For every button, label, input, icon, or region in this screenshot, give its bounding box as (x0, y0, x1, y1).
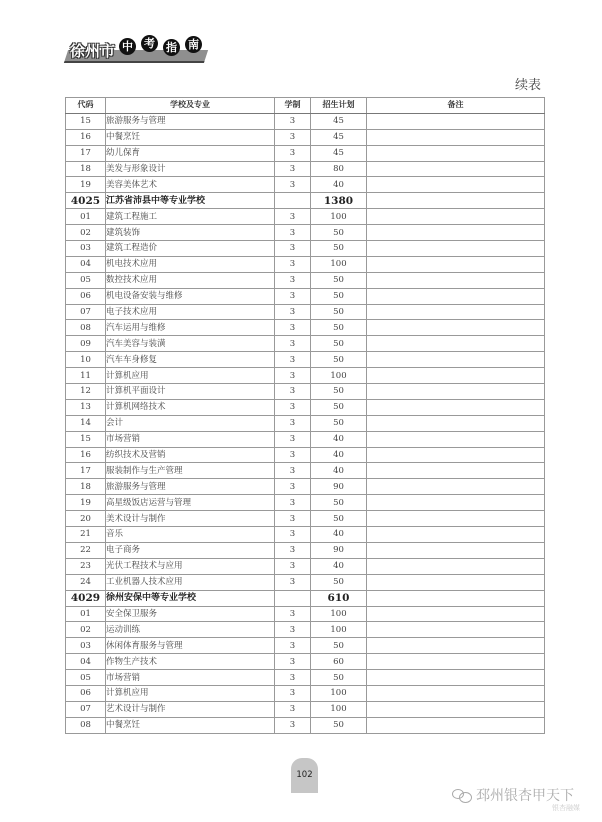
table-row (66, 701, 545, 717)
row-plan: 45 (311, 145, 367, 161)
row-code: 23 (66, 558, 106, 574)
row-note (367, 670, 545, 686)
row-note (367, 288, 545, 304)
row-code: 16 (66, 447, 106, 463)
row-name: 市场营销 (106, 670, 275, 686)
row-duration (275, 590, 311, 606)
row-plan: 90 (311, 542, 367, 558)
row-duration: 3 (275, 527, 311, 543)
row-note (367, 368, 545, 384)
row-note (367, 431, 545, 447)
table-row (66, 225, 545, 241)
table-row (66, 574, 545, 590)
row-note (367, 320, 545, 336)
table-row (66, 638, 545, 654)
guide-title-banner (64, 38, 206, 64)
row-plan: 40 (311, 431, 367, 447)
row-duration: 3 (275, 352, 311, 368)
row-code: 03 (66, 241, 106, 257)
row-note (367, 352, 545, 368)
row-code: 16 (66, 129, 106, 145)
row-duration: 3 (275, 368, 311, 384)
row-name: 服装制作与生产管理 (106, 463, 275, 479)
table-row (66, 288, 545, 304)
row-code: 04 (66, 654, 106, 670)
row-duration: 3 (275, 622, 311, 638)
row-name: 汽车美容与装潢 (106, 336, 275, 352)
row-duration: 3 (275, 225, 311, 241)
row-duration: 3 (275, 447, 311, 463)
row-plan: 45 (311, 129, 367, 145)
table-row (66, 415, 545, 431)
row-code: 07 (66, 304, 106, 320)
row-duration: 3 (275, 415, 311, 431)
row-name: 计算机网络技术 (106, 399, 275, 415)
row-name: 市场营销 (106, 431, 275, 447)
row-duration: 3 (275, 320, 311, 336)
wechat-icon (452, 788, 472, 802)
row-code: 18 (66, 479, 106, 495)
row-code: 15 (66, 431, 106, 447)
row-code: 19 (66, 177, 106, 193)
row-note (367, 717, 545, 733)
row-plan: 50 (311, 352, 367, 368)
row-note (367, 685, 545, 701)
row-name: 中餐烹饪 (106, 129, 275, 145)
row-name: 计算机平面设计 (106, 384, 275, 400)
row-plan: 40 (311, 447, 367, 463)
row-note (367, 304, 545, 320)
row-note (367, 272, 545, 288)
row-code: 01 (66, 209, 106, 225)
row-plan: 100 (311, 368, 367, 384)
watermark-subtext: 银杏融媒 (552, 804, 580, 812)
row-code: 06 (66, 685, 106, 701)
row-plan: 45 (311, 113, 367, 129)
row-name: 数控技术应用 (106, 272, 275, 288)
row-code: 09 (66, 336, 106, 352)
table-row (66, 352, 545, 368)
row-name: 建筑工程施工 (106, 209, 275, 225)
row-name: 高星级饭店运营与管理 (106, 495, 275, 511)
row-name: 中餐烹饪 (106, 717, 275, 733)
row-duration: 3 (275, 542, 311, 558)
row-note (367, 241, 545, 257)
page-number: 102 (291, 758, 318, 793)
banner-char: 指 (163, 39, 180, 56)
row-duration: 3 (275, 384, 311, 400)
row-note (367, 463, 545, 479)
row-note (367, 606, 545, 622)
row-plan: 50 (311, 304, 367, 320)
row-note (367, 129, 545, 145)
table-row (66, 431, 545, 447)
row-plan: 50 (311, 384, 367, 400)
row-duration: 3 (275, 685, 311, 701)
row-plan: 100 (311, 606, 367, 622)
row-plan: 100 (311, 622, 367, 638)
table-body (66, 113, 545, 733)
row-note (367, 225, 545, 241)
row-code: 05 (66, 670, 106, 686)
column-header-code: 代码 (66, 98, 106, 114)
row-duration: 3 (275, 209, 311, 225)
row-plan: 50 (311, 288, 367, 304)
row-duration: 3 (275, 129, 311, 145)
column-header-duration: 学制 (275, 98, 311, 114)
row-plan: 100 (311, 685, 367, 701)
table-row (66, 241, 545, 257)
table-row (66, 256, 545, 272)
row-plan: 50 (311, 225, 367, 241)
row-code: 21 (66, 527, 106, 543)
row-name: 美容美体艺术 (106, 177, 275, 193)
row-duration: 3 (275, 256, 311, 272)
row-name: 建筑工程造价 (106, 241, 275, 257)
banner-char: 中 (119, 38, 136, 55)
row-duration: 3 (275, 574, 311, 590)
table-row (66, 527, 545, 543)
row-note (367, 590, 545, 606)
row-plan: 100 (311, 256, 367, 272)
table-row (66, 304, 545, 320)
row-duration: 3 (275, 701, 311, 717)
row-plan: 610 (311, 590, 367, 606)
row-name: 汽车车身修复 (106, 352, 275, 368)
row-name: 美发与形象设计 (106, 161, 275, 177)
row-plan: 40 (311, 463, 367, 479)
table-row (66, 209, 545, 225)
row-plan: 50 (311, 495, 367, 511)
banner-char: 南 (185, 36, 202, 53)
row-note (367, 558, 545, 574)
row-plan: 50 (311, 399, 367, 415)
row-plan: 50 (311, 241, 367, 257)
row-code: 08 (66, 320, 106, 336)
row-code: 17 (66, 463, 106, 479)
row-duration: 3 (275, 241, 311, 257)
row-note (367, 542, 545, 558)
table-row (66, 558, 545, 574)
row-note (367, 336, 545, 352)
banner-char: 考 (141, 35, 158, 52)
table-row (66, 320, 545, 336)
row-duration: 3 (275, 558, 311, 574)
row-note (367, 384, 545, 400)
row-name: 江苏省沛县中等专业学校 (106, 193, 275, 209)
table-row (66, 495, 545, 511)
row-code: 19 (66, 495, 106, 511)
row-name: 汽车运用与维修 (106, 320, 275, 336)
row-duration: 3 (275, 463, 311, 479)
row-plan: 50 (311, 717, 367, 733)
row-duration: 3 (275, 304, 311, 320)
row-code: 07 (66, 701, 106, 717)
table-row (66, 606, 545, 622)
row-code: 15 (66, 113, 106, 129)
row-note (367, 654, 545, 670)
table-row (66, 463, 545, 479)
row-code: 22 (66, 542, 106, 558)
row-code: 4025 (66, 193, 106, 209)
row-name: 计算机应用 (106, 685, 275, 701)
table-row (66, 129, 545, 145)
row-note (367, 209, 545, 225)
row-duration: 3 (275, 717, 311, 733)
table-header-row (66, 98, 545, 114)
watermark (452, 785, 574, 805)
row-code: 05 (66, 272, 106, 288)
row-plan: 40 (311, 177, 367, 193)
row-note (367, 399, 545, 415)
row-note (367, 193, 545, 209)
row-name: 旅游服务与管理 (106, 113, 275, 129)
table-row (66, 479, 545, 495)
row-duration: 3 (275, 511, 311, 527)
table-row (66, 670, 545, 686)
table-row (66, 145, 545, 161)
row-note (367, 701, 545, 717)
table-row (66, 368, 545, 384)
row-plan: 80 (311, 161, 367, 177)
row-duration: 3 (275, 654, 311, 670)
row-name: 运动训练 (106, 622, 275, 638)
table-row (66, 161, 545, 177)
row-duration: 3 (275, 638, 311, 654)
table-row (66, 113, 545, 129)
row-plan: 40 (311, 527, 367, 543)
table-row (66, 654, 545, 670)
row-code: 01 (66, 606, 106, 622)
row-name: 建筑装饰 (106, 225, 275, 241)
row-code: 10 (66, 352, 106, 368)
continued-table-label: 续表 (514, 78, 541, 93)
row-note (367, 447, 545, 463)
row-plan: 50 (311, 320, 367, 336)
row-code: 17 (66, 145, 106, 161)
row-note (367, 511, 545, 527)
row-name: 音乐 (106, 527, 275, 543)
row-plan: 50 (311, 638, 367, 654)
row-name: 机电设备安装与维修 (106, 288, 275, 304)
row-duration: 3 (275, 606, 311, 622)
row-name: 旅游服务与管理 (106, 479, 275, 495)
row-name: 幼儿保育 (106, 145, 275, 161)
row-code: 18 (66, 161, 106, 177)
row-name: 艺术设计与制作 (106, 701, 275, 717)
table-row (66, 622, 545, 638)
row-duration: 3 (275, 495, 311, 511)
row-name: 电子技术应用 (106, 304, 275, 320)
row-code: 03 (66, 638, 106, 654)
table-row (66, 447, 545, 463)
row-note (367, 256, 545, 272)
row-name: 徐州安保中等专业学校 (106, 590, 275, 606)
table-row (66, 177, 545, 193)
row-plan: 90 (311, 479, 367, 495)
row-note (367, 495, 545, 511)
row-duration: 3 (275, 431, 311, 447)
column-header-school-major: 学校及专业 (106, 98, 275, 114)
watermark-text: 邳州银杏甲天下 (476, 788, 574, 804)
row-name: 电子商务 (106, 542, 275, 558)
row-code: 02 (66, 225, 106, 241)
banner-city: 徐州市 (70, 42, 116, 60)
table-row (66, 272, 545, 288)
row-plan: 50 (311, 511, 367, 527)
row-name: 纺织技术及营销 (106, 447, 275, 463)
row-duration (275, 193, 311, 209)
row-duration: 3 (275, 113, 311, 129)
row-name: 休闲体育服务与管理 (106, 638, 275, 654)
row-name: 计算机应用 (106, 368, 275, 384)
row-code: 11 (66, 368, 106, 384)
row-plan: 1380 (311, 193, 367, 209)
row-note (367, 479, 545, 495)
row-name: 会计 (106, 415, 275, 431)
row-code: 20 (66, 511, 106, 527)
row-note (367, 415, 545, 431)
row-plan: 100 (311, 701, 367, 717)
row-code: 04 (66, 256, 106, 272)
row-duration: 3 (275, 145, 311, 161)
row-duration: 3 (275, 161, 311, 177)
table-row (66, 336, 545, 352)
school-row (66, 193, 545, 209)
table-row (66, 542, 545, 558)
table-row (66, 717, 545, 733)
row-code: 08 (66, 717, 106, 733)
row-name: 光伏工程技术与应用 (106, 558, 275, 574)
row-name: 工业机器人技术应用 (106, 574, 275, 590)
row-name: 美术设计与制作 (106, 511, 275, 527)
row-code: 12 (66, 384, 106, 400)
row-note (367, 161, 545, 177)
row-plan: 50 (311, 336, 367, 352)
row-duration: 3 (275, 479, 311, 495)
row-name: 机电技术应用 (106, 256, 275, 272)
row-plan: 50 (311, 670, 367, 686)
row-code: 06 (66, 288, 106, 304)
table-row (66, 399, 545, 415)
row-duration: 3 (275, 288, 311, 304)
column-header-enrollment-plan: 招生计划 (311, 98, 367, 114)
row-plan: 100 (311, 209, 367, 225)
table-row (66, 384, 545, 400)
row-plan: 50 (311, 272, 367, 288)
enrollment-table (65, 97, 545, 734)
row-note (367, 145, 545, 161)
row-plan: 50 (311, 415, 367, 431)
row-code: 02 (66, 622, 106, 638)
row-duration: 3 (275, 177, 311, 193)
row-plan: 40 (311, 558, 367, 574)
row-note (367, 638, 545, 654)
row-code: 24 (66, 574, 106, 590)
table-row (66, 511, 545, 527)
row-duration: 3 (275, 399, 311, 415)
row-name: 作物生产技术 (106, 654, 275, 670)
table-row (66, 685, 545, 701)
row-note (367, 574, 545, 590)
row-note (367, 622, 545, 638)
school-row (66, 590, 545, 606)
row-note (367, 177, 545, 193)
row-name: 安全保卫服务 (106, 606, 275, 622)
row-duration: 3 (275, 670, 311, 686)
row-code: 13 (66, 399, 106, 415)
row-plan: 60 (311, 654, 367, 670)
row-duration: 3 (275, 272, 311, 288)
row-plan: 50 (311, 574, 367, 590)
row-note (367, 113, 545, 129)
row-code: 4029 (66, 590, 106, 606)
column-header-remarks: 备注 (367, 98, 545, 114)
row-note (367, 527, 545, 543)
row-code: 14 (66, 415, 106, 431)
row-duration: 3 (275, 336, 311, 352)
